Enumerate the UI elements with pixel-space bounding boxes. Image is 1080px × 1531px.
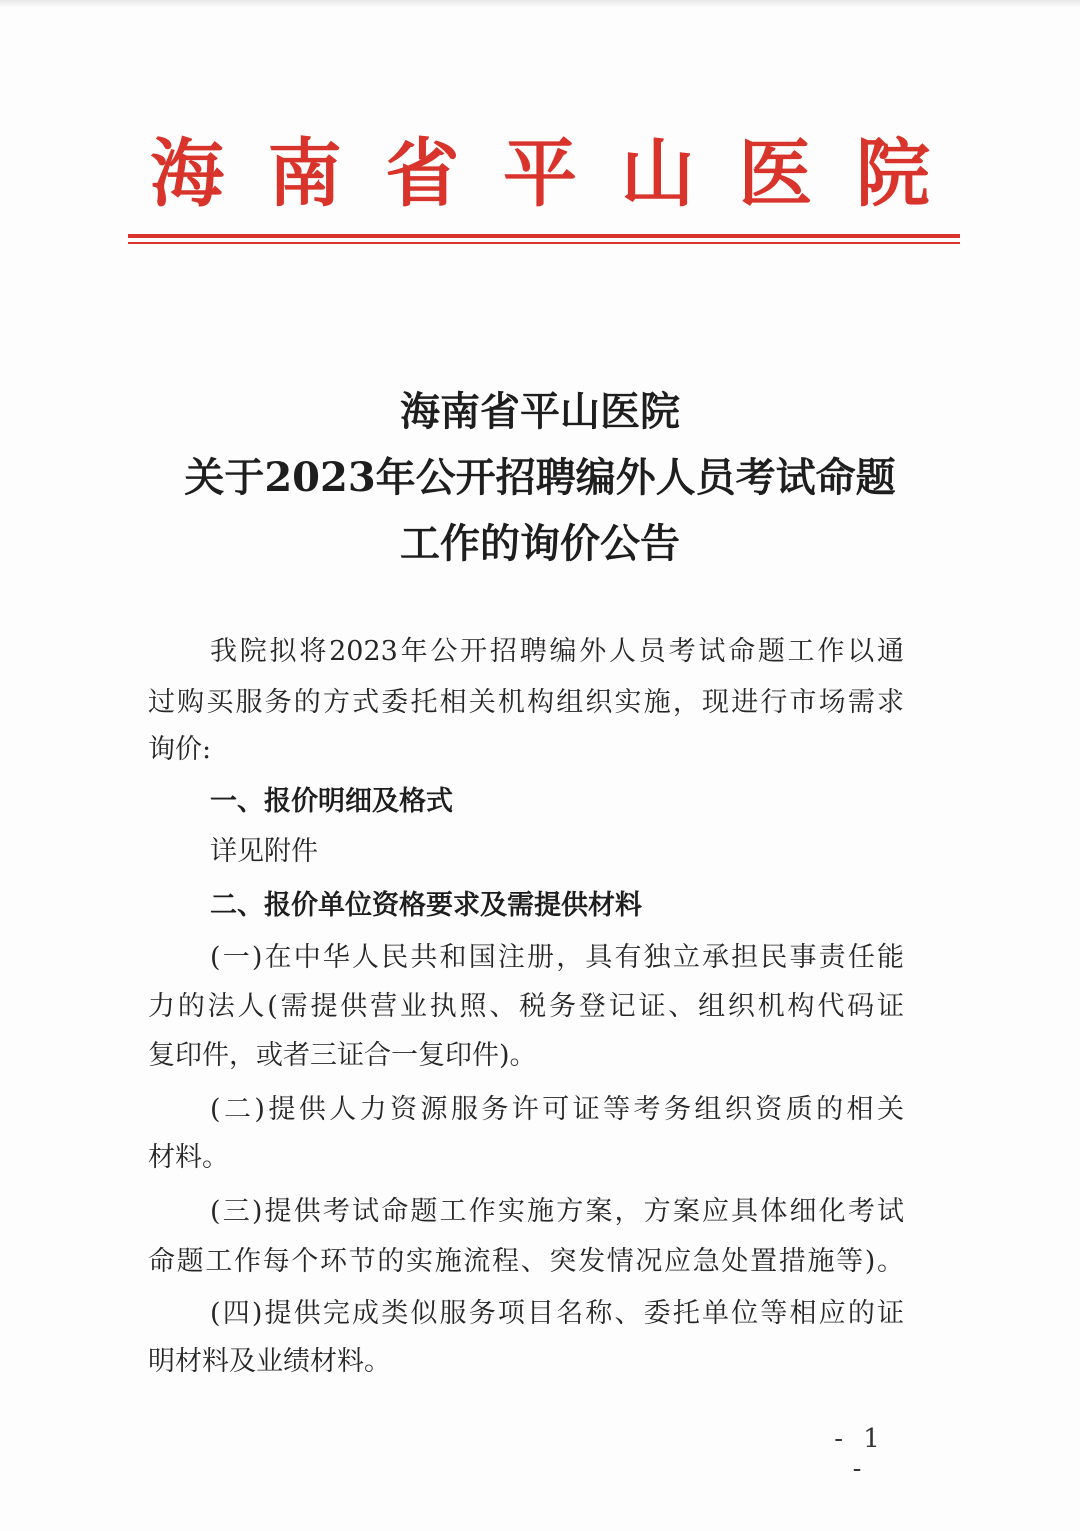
item-2-line-2: 材料。 [148, 1142, 229, 1173]
item-1-line-2: 力的法人(需提供营业执照、税务登记证、组织机构代码证 [148, 991, 904, 1022]
section-1-text: 详见附件 [210, 836, 318, 867]
item-4-line-1: (四)提供完成类似服务项目名称、委托单位等相应的证 [210, 1298, 904, 1329]
letterhead-char: 医 [738, 131, 813, 217]
item-3-line-1: (三)提供考试命题工作实施方案，方案应具体细化考试 [210, 1196, 904, 1227]
item-3-line-2: 命题工作每个环节的实施流程、突发情况应急处置措施等)。 [148, 1246, 904, 1277]
document-title-line-2: 关于2023年公开招聘编外人员考试命题 [184, 454, 896, 501]
intro-line-1: 我院拟将2023年公开招聘编外人员考试命题工作以通 [210, 636, 904, 667]
letterhead-char: 院 [855, 131, 930, 217]
item-1-line-3: 复印件，或者三证合一复印件)。 [148, 1040, 537, 1071]
letterhead-char: 平 [502, 131, 577, 217]
page-number: - 1 - [834, 1424, 886, 1484]
letterhead-char: 南 [267, 131, 342, 217]
intro-line-2: 过购买服务的方式委托相关机构组织实施，现进行市场需求 [148, 687, 904, 718]
intro-line-3: 询价: [148, 734, 212, 765]
document-title-line-1: 海南省平山医院 [400, 388, 680, 435]
letterhead-char: 山 [620, 131, 695, 217]
letterhead-title [150, 132, 930, 216]
letterhead-char: 海 [150, 131, 224, 217]
page-top-edge [0, 0, 1080, 8]
letterhead-rule-thick [128, 234, 960, 238]
section-2-heading: 二、报价单位资格要求及需提供材料 [210, 890, 642, 921]
item-2-line-1: (二)提供人力资源服务许可证等考务组织资质的相关 [210, 1094, 904, 1125]
item-1-line-1: (一)在中华人民共和国注册，具有独立承担民事责任能 [210, 942, 904, 973]
letterhead-rule-thin [128, 242, 960, 244]
section-1-heading: 一、报价明细及格式 [210, 786, 453, 817]
letterhead-char: 省 [385, 131, 460, 217]
item-4-line-2: 明材料及业绩材料。 [148, 1346, 391, 1377]
document-title-line-3: 工作的询价公告 [400, 520, 680, 567]
